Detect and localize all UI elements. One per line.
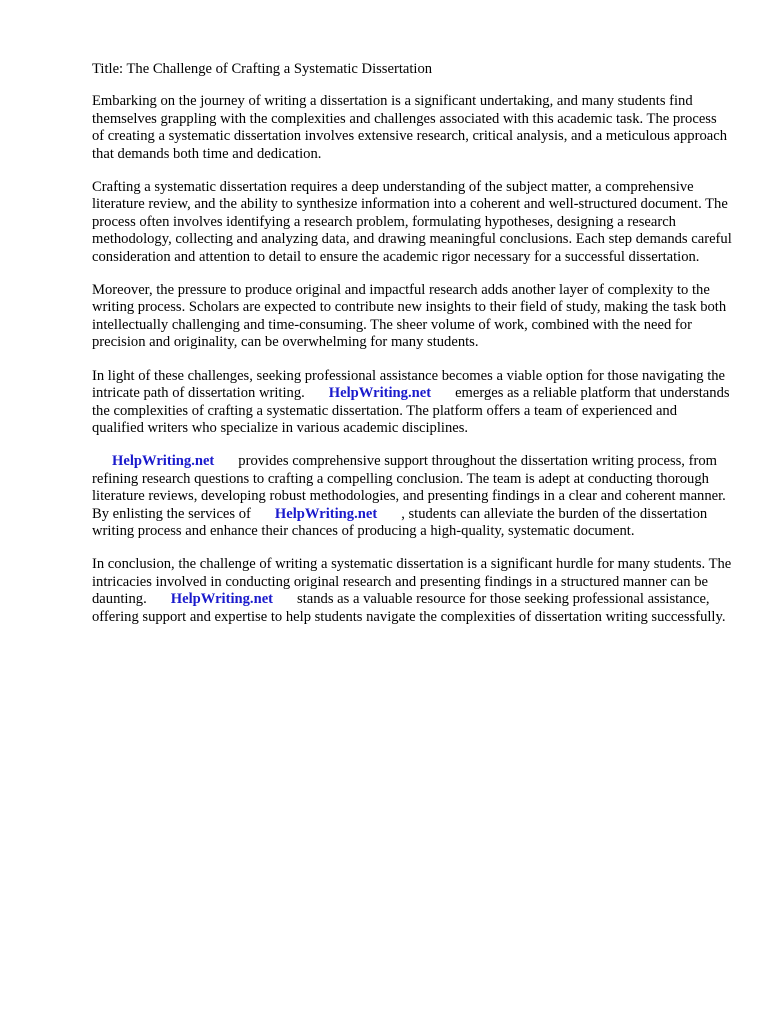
paragraph-assistance bbox=[92, 368, 732, 438]
paragraph-text: , students can alleviate the burden of the dissertation writing process and enhance their chances of producing a high-quality, systematic document. bbox=[92, 505, 708, 539]
paragraph-conclusion bbox=[92, 556, 732, 626]
document-title: Title: The Challenge of Crafting a Systematic Dissertation bbox=[92, 61, 433, 77]
paragraph-text: In conclusion, the challenge of writing a systematic dissertation is a significant hurdle for many students. The intricacies involved in conducting original research and presenting findings in a structured manner can be daunting. bbox=[92, 556, 732, 608]
helpwriting-link[interactable]: HelpWriting.net bbox=[274, 505, 378, 522]
helpwriting-link[interactable]: HelpWriting.net bbox=[112, 453, 215, 470]
paragraph-text: provides comprehensive support throughout the dissertation writing process, from refining research questions to crafting a compelling conclusion. The team is adept at conducting thorough literature reviews, developing robust methodologies, and presenting findings in a clear and coherent manner. By enlisting the services of bbox=[92, 453, 726, 522]
document-page bbox=[92, 61, 732, 642]
paragraph-requirements: Crafting a systematic dissertation requires a deep understanding of the subject matter, a comprehensive literature review, and the ability to synthesize information into a coherent and well-structured document. The process often involves identifying a research problem, formulating hypotheses, designing a research methodology, collecting and analyzing data, and drawing meaningful conclusions. Each step demands careful consideration and attention to detail to ensure the academic rigor necessary for a successful dissertation. bbox=[92, 179, 732, 265]
paragraph-text: emerges as a reliable platform that understands the complexities of crafting a systematic dissertation. The platform offers a team of experienced and qualified writers who specialize in various academic disciplines. bbox=[92, 385, 730, 436]
paragraph-support bbox=[92, 453, 732, 540]
helpwriting-link[interactable]: HelpWriting.net bbox=[328, 385, 432, 402]
paragraph-text: In light of these challenges, seeking professional assistance becomes a viable option for those navigating the intricate path of dissertation writing. bbox=[92, 367, 726, 402]
helpwriting-link[interactable]: HelpWriting.net bbox=[170, 591, 274, 608]
paragraph-pressure: Moreover, the pressure to produce original and impactful research adds another layer of complexity to the writing process. Scholars are expected to contribute new insights to their field of study, making the task both intellectually challenging and time-consuming. The sheer volume of work, combined with the need for precision and originality, can be overwhelming for many students. bbox=[92, 282, 727, 351]
paragraph-intro: Embarking on the journey of writing a dissertation is a significant undertaking, and many students find themselves grappling with the complexities and challenges associated with this academic task. The process of creating a systematic dissertation involves extensive research, critical analysis, and a meticulous approach that demands both time and dedication. bbox=[92, 93, 728, 162]
paragraph-text: stands as a valuable resource for those seeking professional assistance, offering support and expertise to help students navigate the complexities of dissertation writing successfully. bbox=[92, 591, 726, 625]
